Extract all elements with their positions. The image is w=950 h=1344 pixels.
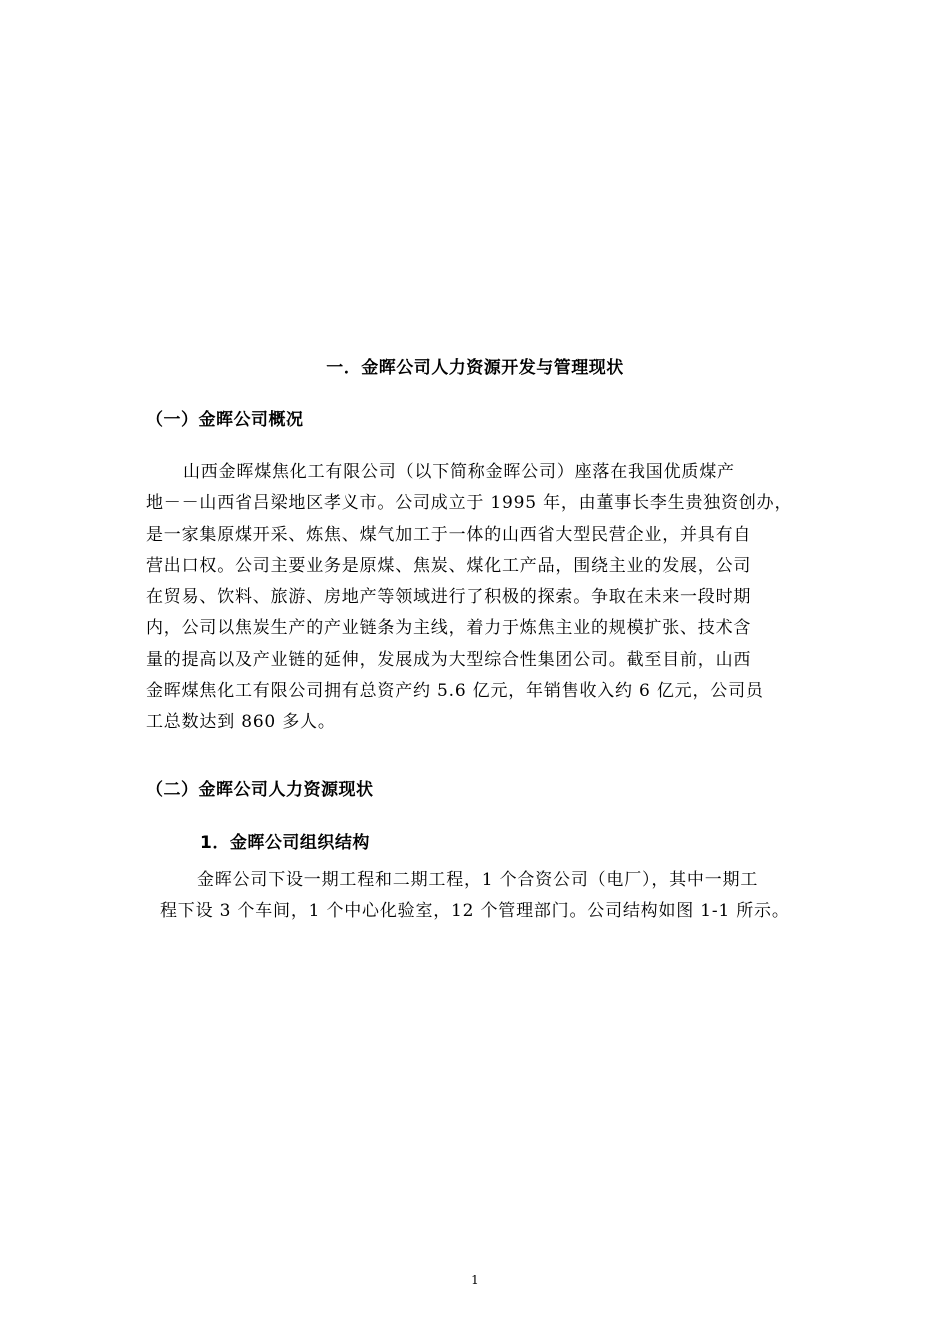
paragraph-line: 金晖公司下设一期工程和二期工程，1 个合资公司（电厂），其中一期工 — [197, 870, 759, 890]
org-structure-paragraph — [160, 865, 820, 928]
paragraph-line: 内，公司以焦炭生产的产业链条为主线，着力于炼焦主业的规模扩张、技术含 — [146, 618, 752, 639]
paragraph-line: 在贸易、饮料、旅游、房地产等领域进行了积极的探索。争取在未来一段时期 — [146, 587, 752, 608]
section-title: 一．金晖公司人力资源开发与管理现状 — [326, 358, 624, 378]
paragraph-line: 量的提高以及产业链的延伸，发展成为大型综合性集团公司。截至目前，山西 — [146, 649, 752, 670]
paragraph-line: 工总数达到 860 多人。 — [146, 712, 336, 733]
paragraph-line: 营出口权。公司主要业务是原煤、焦炭、煤化工产品，围绕主业的发展，公司 — [146, 555, 752, 576]
overview-paragraph — [146, 457, 806, 739]
item-heading-org-structure: 1．金晖公司组织结构 — [200, 833, 370, 853]
paragraph-line: 程下设 3 个车间，1 个中心化验室，12 个管理部门。公司结构如图 1-1 所示。 — [160, 901, 790, 922]
paragraph-line: 地－－山西省吕梁地区孝义市。公司成立于 1995 年，由董事长李生贵独资创办， — [146, 493, 793, 514]
paragraph-line: 是一家集原煤开采、炼焦、煤气加工于一体的山西省大型民营企业，并具有自 — [146, 524, 752, 545]
subsection-heading-hr-status: （二）金晖公司人力资源现状 — [146, 780, 374, 800]
subsection-heading-overview: （一）金晖公司概况 — [146, 410, 304, 430]
paragraph-line: 山西金晖煤焦化工有限公司（以下简称金晖公司）座落在我国优质煤产 — [183, 462, 735, 482]
page-number: 1 — [471, 1273, 479, 1287]
paragraph-line: 金晖煤焦化工有限公司拥有总资产约 5.6 亿元，年销售收入约 6 亿元，公司员 — [146, 681, 764, 702]
